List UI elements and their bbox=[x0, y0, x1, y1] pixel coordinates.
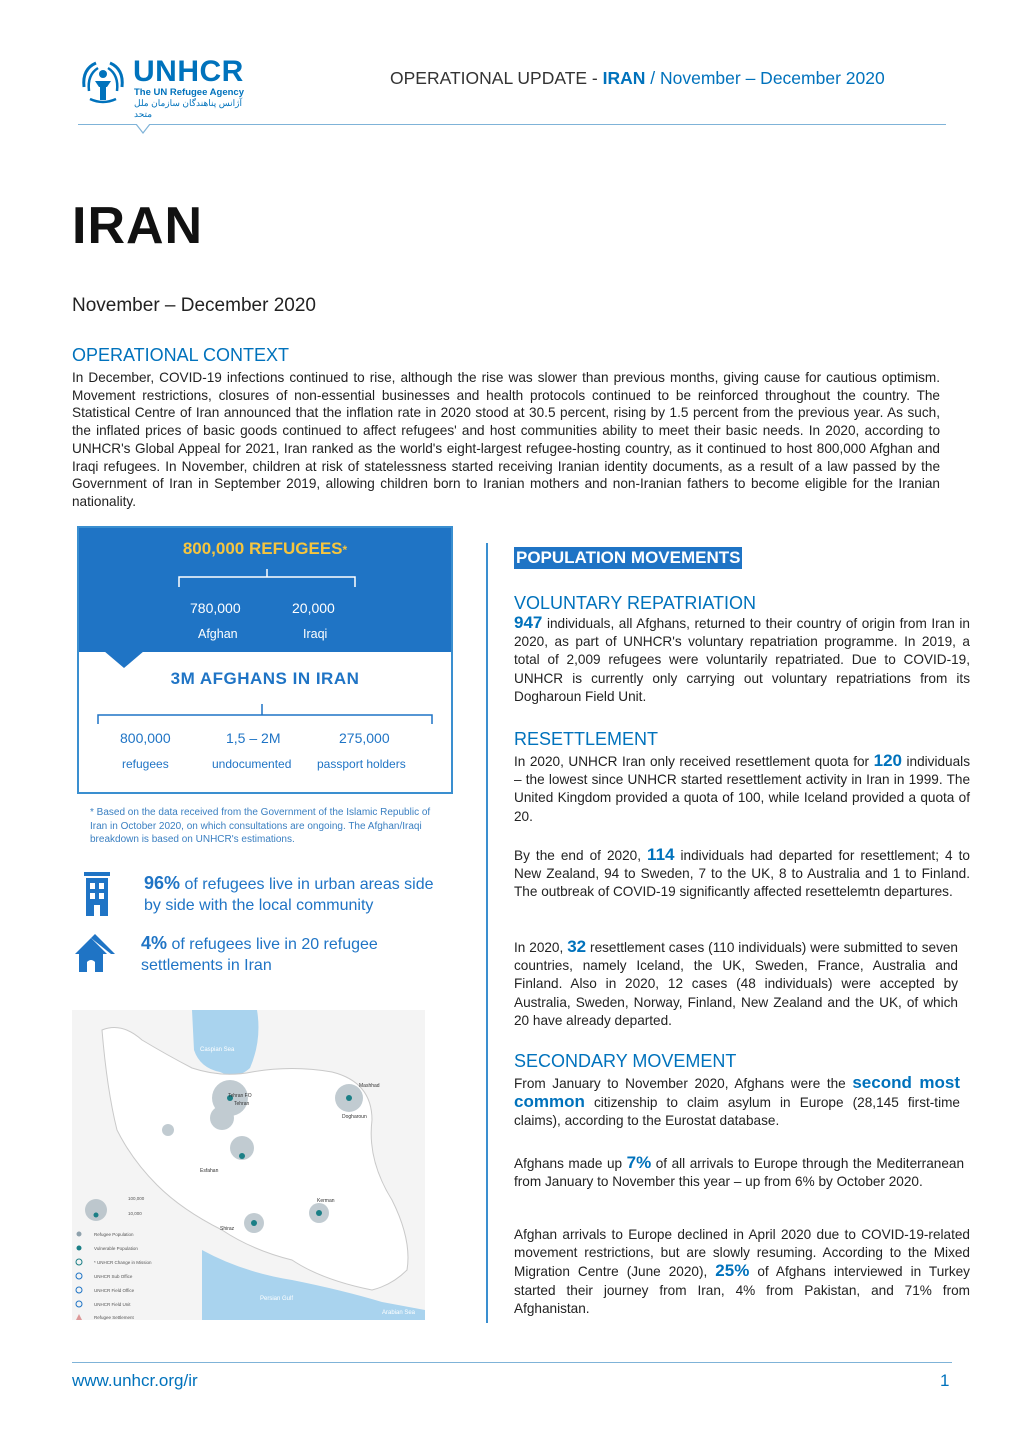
voluntary-repatriation-heading: VOLUNTARY REPATRIATION bbox=[514, 593, 757, 613]
document-header bbox=[390, 68, 885, 89]
resettlement-quota-count: 120 bbox=[873, 751, 902, 770]
refugees-footnote-star: * bbox=[342, 543, 348, 557]
panel-notch bbox=[104, 651, 144, 668]
afghans-bracket bbox=[97, 703, 433, 725]
logo-tagline: The UN Refugee Agency bbox=[134, 87, 244, 98]
repatriation-text: individuals, all Afghans, returned to their country of origin from Iran in 2020, as part of UNHCR's voluntary repatriation programme. In 2019, a total of 2,009 refugees were voluntarily repatriated. Due to COVID-19, UNHCR is currently only carrying out voluntary repatriations from its Dogharoun Field Unit. bbox=[514, 616, 970, 704]
secondary-movement-text-b: citizenship to claim asylum in Europe (28,145 first-time claims), according to the Eurostat database. bbox=[514, 1095, 960, 1129]
map-city-esfahan: Esfahan bbox=[200, 1168, 219, 1174]
afghan-undocumented-label: undocumented bbox=[212, 757, 292, 771]
urban-refugees-text: of refugees live in urban areas side by side with the local community bbox=[144, 876, 434, 914]
unhcr-emblem-icon bbox=[78, 57, 128, 107]
map-city-kerman: Kerman bbox=[317, 1198, 335, 1204]
mixed-migration-text-a: Afghan arrivals to Europe declined in April 2020 due to COVID-19-related movement restrictions, but are slowly resuming. According to the Mixed Migration Centre (June 2020), bbox=[514, 1227, 970, 1280]
esfahan-point bbox=[239, 1153, 245, 1159]
map-city-tehran-fo: Tehran FO bbox=[228, 1093, 252, 1099]
page-number: 1 bbox=[940, 1371, 950, 1390]
population-movements-heading: POPULATION MOVEMENTS bbox=[516, 548, 741, 567]
mixed-migration-text-b: of Afghans interviewed in Turkey started their journey from Iran, 4% from Pakistan, and 71% from Afghanistan. bbox=[514, 1264, 970, 1316]
settlement-refugees-text: of refugees live in 20 refugee settlements in Iran bbox=[141, 936, 378, 974]
legend-scale-large: 100,000 bbox=[128, 1196, 145, 1201]
settlement-icon bbox=[73, 930, 117, 974]
iraqi-refugee-label: Iraqi bbox=[303, 627, 328, 641]
refugees-bracket bbox=[178, 568, 356, 588]
legend-field-office: UNHCR Field Office bbox=[94, 1288, 135, 1293]
west-population bbox=[85, 1199, 107, 1221]
secondary-movement-paragraph-3 bbox=[514, 1226, 970, 1318]
afghan-passport-label: passport holders bbox=[317, 757, 406, 771]
header-notch bbox=[136, 124, 150, 134]
column-divider bbox=[486, 543, 488, 1323]
secondary-movement-heading: SECONDARY MOVEMENT bbox=[514, 1051, 737, 1071]
resettlement-quota-text-a: In 2020, UNHCR Iran only received resettlement quota for bbox=[514, 754, 874, 769]
secondary-movement-paragraph-2 bbox=[514, 1154, 964, 1191]
legend-refugee-settlement: Refugee Settlement bbox=[94, 1315, 134, 1320]
stats-footnote: * Based on the data received from the Government of the Islamic Republic of Iran in October 2020, on which consultations are ongoing. The Afghan/Iraqi breakdown is based on UNHCR's estimations. bbox=[90, 807, 431, 845]
map-city-mashhad: Mashhad bbox=[359, 1083, 380, 1089]
afghan-refugee-count: 780,000 bbox=[190, 600, 241, 616]
settlement-refugees-pct: 4% bbox=[141, 933, 168, 953]
repatriated-count: 947 bbox=[514, 613, 543, 632]
page-subtitle: November – December 2020 bbox=[72, 295, 316, 316]
legend-scale-small: 10,000 bbox=[128, 1211, 142, 1216]
arrivals-text-b: of all arrivals to Europe through the Mediterranean from January to November this year – up from 6% by October 2020. bbox=[514, 1156, 964, 1190]
map-city-shiraz: Shiraz bbox=[220, 1226, 235, 1232]
resettlement-cases-count: 32 bbox=[567, 937, 587, 956]
persian-gulf-label: Persian Gulf bbox=[260, 1296, 294, 1302]
header-period: / November – December 2020 bbox=[650, 68, 885, 88]
resettlement-paragraph-1 bbox=[514, 752, 970, 826]
context-heading: OPERATIONAL CONTEXT bbox=[72, 345, 290, 365]
header-prefix: OPERATIONAL UPDATE - bbox=[390, 68, 603, 88]
west2-population bbox=[162, 1124, 174, 1136]
building-icon bbox=[82, 872, 112, 916]
qom-population bbox=[210, 1106, 234, 1130]
resettlement-paragraph-3 bbox=[514, 938, 958, 1030]
resettlement-departed-text-b: individuals had departed for resettlement; 4 to New Zealand, 94 to Sweden, 7 to the UK, 8 to Australia and 1 to Finland. The outbreak of COVID-19 significantly affected resettelemtn departures. bbox=[514, 848, 970, 900]
resettlement-cases-text-a: In 2020, bbox=[514, 940, 568, 955]
footer-divider bbox=[72, 1362, 952, 1363]
footer-website-link[interactable]: www.unhcr.org/ir bbox=[72, 1371, 198, 1390]
page-title: IRAN bbox=[72, 197, 204, 255]
logo-tagline-fa: آژانس پناهندگان سازمان ملل متحد bbox=[134, 98, 243, 119]
iraqi-refugee-count: 20,000 bbox=[292, 600, 335, 616]
urban-refugees-pct: 96% bbox=[144, 873, 181, 893]
afghan-refugees-count: 800,000 bbox=[120, 730, 171, 746]
unhcr-logo bbox=[78, 55, 258, 119]
resettlement-quota-text-b: individuals – the lowest since UNHCR started resettlement activity in Iran in 1999. The United Kingdom provided a quota of 100, while Iceland provided a quota of 20. bbox=[514, 754, 970, 824]
second-most-common-highlight: second most common bbox=[514, 1073, 960, 1112]
west-point bbox=[94, 1213, 99, 1218]
settlement-refugees-stat bbox=[141, 933, 441, 976]
afghans-in-iran-title: 3M AFGHANS IN IRAN bbox=[170, 669, 360, 688]
header-divider bbox=[78, 124, 946, 125]
voluntary-repatriation-body bbox=[514, 614, 970, 706]
legend-change-in-mission: * UNHCR Change in Mission bbox=[94, 1260, 152, 1265]
arrivals-text-a: Afghans made up bbox=[514, 1156, 627, 1171]
arrivals-pct: 7% bbox=[626, 1153, 652, 1172]
legend-refugee-population: Refugee Population bbox=[94, 1232, 134, 1237]
urban-refugees-stat bbox=[144, 873, 444, 916]
legend-sub-office: UNHCR Sub Office bbox=[94, 1274, 133, 1279]
mixed-migration-pct: 25% bbox=[715, 1261, 750, 1281]
iran-map bbox=[72, 1010, 425, 1320]
afghan-undocumented-count: 1,5 – 2M bbox=[226, 730, 281, 746]
shiraz-point bbox=[251, 1220, 257, 1226]
caspian-label: Caspian Sea bbox=[200, 1047, 235, 1053]
map-city-dogharoun: Dogharoun bbox=[342, 1114, 367, 1120]
afghan-passport-count: 275,000 bbox=[339, 730, 390, 746]
context-body: In December, COVID-19 infections continued to rise, although the rise was slower than previous months, giving cause for cautious optimism. Movement restrictions, closures of non-essential businesses and health protocols continued to be reinforced throughout the country. The Statistical Centre of Iran announced that the inflation rate in 2020 stood at 30.5 percent, rising by 1.5 percent from the previous year. As such, the inflated prices of basic goods continued to affect refugees' and host communities ability to meet their basic needs. In 2020, according to UNHCR's Global Appeal for 2021, Iran ranked as the world's eight-largest refugee-hosting country, as it continued to host 800,000 Afghan and Iraqi refugees. In November, children at risk of statelessness started receiving Iranian identity documents, as a result of a law passed by the Government of Iran in September 2019, allowing children born to Iranian mothers and non-Iranian fathers to become eligible for the Iranian nationality. bbox=[72, 370, 940, 509]
kerman-point bbox=[316, 1210, 322, 1216]
resettlement-heading: RESETTLEMENT bbox=[514, 729, 659, 749]
afghan-refugee-label: Afghan bbox=[198, 627, 238, 641]
resettlement-paragraph-2 bbox=[514, 846, 970, 902]
resettlement-departed-count: 114 bbox=[647, 845, 675, 864]
refugees-total-label: 800,000 REFUGEES bbox=[182, 539, 343, 558]
resettlement-departed-text-a: By the end of 2020, bbox=[514, 848, 648, 863]
secondary-movement-paragraph-1 bbox=[514, 1074, 960, 1131]
secondary-movement-text-a: From January to November 2020, Afghans were the bbox=[514, 1076, 853, 1091]
refugees-total-title bbox=[79, 539, 451, 559]
logo-name: UNHCR bbox=[133, 55, 244, 88]
arabian-sea-label: Arabian Sea bbox=[382, 1310, 416, 1316]
legend-field-unit: UNHCR Field Unit bbox=[94, 1302, 131, 1307]
mashhad-point bbox=[346, 1095, 352, 1101]
legend-vulnerable-population: Vulnerable Population bbox=[94, 1246, 138, 1251]
header-country: IRAN bbox=[602, 68, 646, 88]
resettlement-cases-text-b: resettlement cases (110 individuals) were submitted to seven countries, namely Iceland, the UK, Sweden, France, Australia and Finland. Also in 2020, 12 cases (48 individuals) were accepted by Australia, Sweden, Norway, Finland, New Zealand and the UK, of which 20 have already departed. bbox=[514, 940, 958, 1028]
afghan-refugees-label: refugees bbox=[122, 757, 169, 771]
map-city-tehran: Tehran bbox=[234, 1101, 250, 1107]
